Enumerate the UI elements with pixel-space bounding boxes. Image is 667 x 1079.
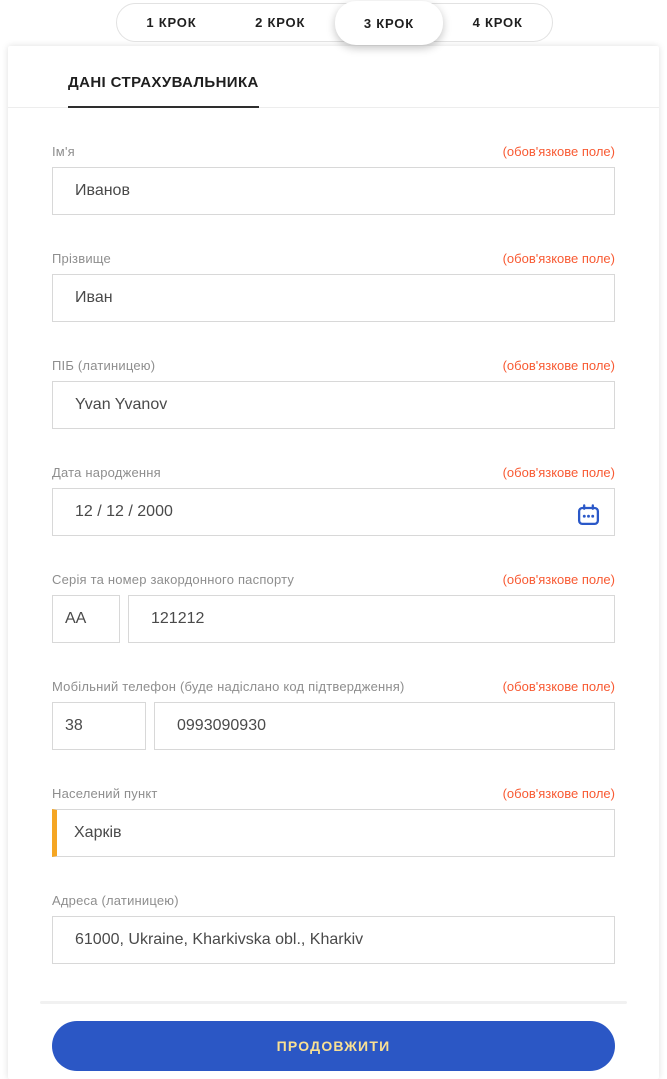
- step-tab-4[interactable]: [443, 4, 552, 41]
- field-passport: [52, 572, 615, 643]
- last-name-label: Прізвище: [52, 251, 111, 266]
- label-row: [52, 893, 615, 908]
- passport-row: [52, 595, 615, 643]
- field-phone: [52, 679, 615, 750]
- field-address: [52, 893, 615, 964]
- address-label: Адреса (латиницею): [52, 893, 179, 908]
- required-note: (обов'язкове поле): [502, 572, 615, 587]
- phone-number-input[interactable]: [154, 702, 615, 750]
- field-city: [52, 786, 615, 857]
- label-row: [52, 572, 615, 587]
- step-tab-4-label: 4 КРОК: [472, 15, 523, 30]
- first-name-label: Ім'я: [52, 144, 75, 159]
- city-input[interactable]: [52, 809, 615, 857]
- step-tab-1-label: 1 КРОК: [146, 15, 197, 30]
- card-header: [8, 46, 659, 108]
- birth-date-input[interactable]: [52, 488, 615, 536]
- step-tab-3-active[interactable]: [335, 1, 444, 45]
- passport-number-input[interactable]: [128, 595, 615, 643]
- label-row: [52, 679, 615, 694]
- phone-row: [52, 702, 615, 750]
- city-label: Населений пункт: [52, 786, 158, 801]
- field-last-name: [52, 251, 615, 322]
- required-note: (обов'язкове поле): [502, 786, 615, 801]
- phone-country-code-input[interactable]: [52, 702, 146, 750]
- step-tab-2[interactable]: [226, 4, 335, 41]
- step-tab-3-label: 3 КРОК: [363, 15, 414, 31]
- address-input[interactable]: [52, 916, 615, 964]
- required-note: (обов'язкове поле): [502, 465, 615, 480]
- calendar-icon[interactable]: [577, 504, 600, 526]
- birth-date-wrap: [52, 488, 615, 536]
- latin-name-input[interactable]: [52, 381, 615, 429]
- passport-label: Серія та номер закордонного паспорту: [52, 572, 295, 587]
- section-title: ДАНІ СТРАХУВАЛЬНИКА: [68, 74, 259, 108]
- phone-label: Мобільний телефон (буде надіслано код підтвердження): [52, 679, 405, 694]
- field-first-name: [52, 144, 615, 215]
- label-row: [52, 358, 615, 373]
- field-latin-name: [52, 358, 615, 429]
- last-name-input[interactable]: [52, 274, 615, 322]
- required-note: (обов'язкове поле): [502, 144, 615, 159]
- step-tab-2-label: 2 КРОК: [255, 15, 306, 30]
- label-row: [52, 786, 615, 801]
- continue-button[interactable]: ПРОДОВЖИТИ: [52, 1021, 615, 1071]
- required-note: (обов'язкове поле): [502, 679, 615, 694]
- latin-name-label: ПІБ (латиницею): [52, 358, 156, 373]
- insurer-form: [8, 144, 659, 964]
- birth-date-label: Дата народження: [52, 465, 161, 480]
- footer-divider: [40, 1001, 627, 1004]
- required-note: (обов'язкове поле): [502, 358, 615, 373]
- first-name-input[interactable]: [52, 167, 615, 215]
- step-tab-1[interactable]: [117, 4, 226, 41]
- label-row: [52, 465, 615, 480]
- passport-series-input[interactable]: [52, 595, 120, 643]
- label-row: [52, 251, 615, 266]
- insurer-data-card: [8, 46, 659, 1079]
- required-note: (обов'язкове поле): [502, 251, 615, 266]
- steps-bar: [116, 3, 553, 42]
- field-birth-date: [52, 465, 615, 536]
- label-row: [52, 144, 615, 159]
